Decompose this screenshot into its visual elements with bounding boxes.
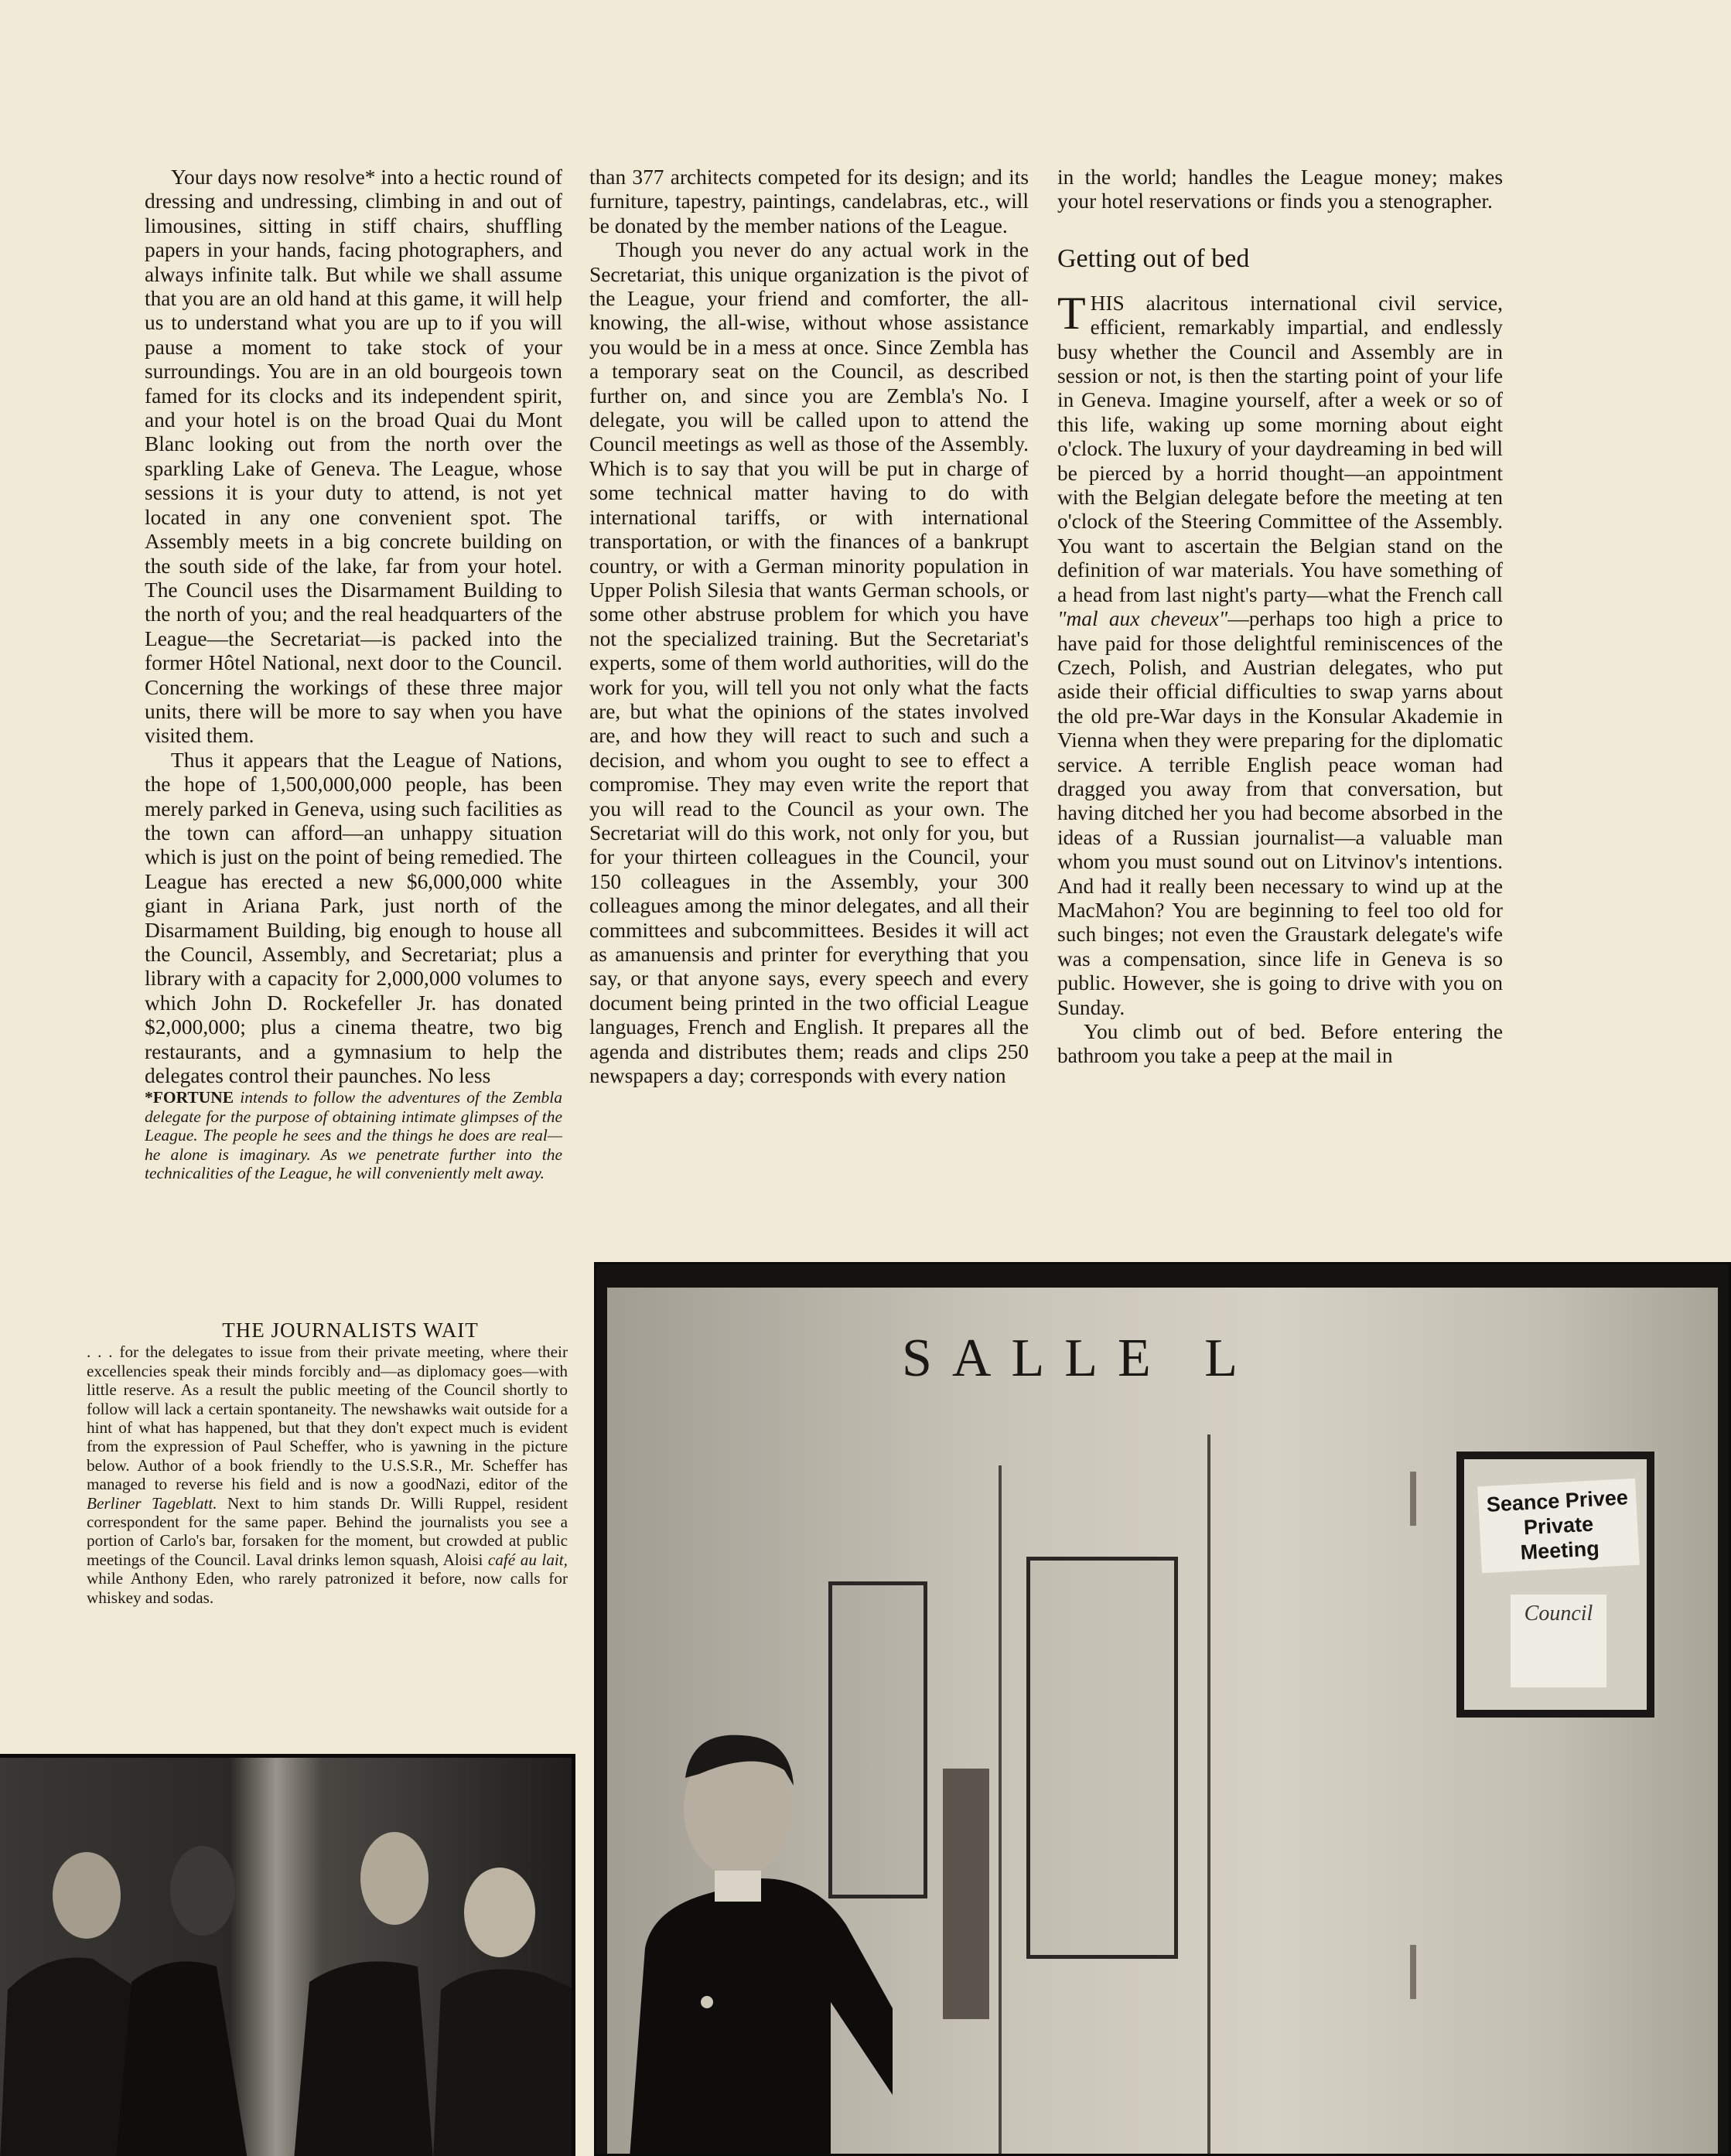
col1-paragraph-1: Your days now resolve* into a hectic round of dressing and undressing, climbing in and out of limousines, sitting in stiff chairs, shuffling papers in your hands, facing photographers, and always infinite talk. But while we shall assume that you are an old hand at this game, it will help us to understand what you are up to if you will pause a moment to take stock of your surroundings. You are in an old bourgeois town famed for its clocks and its independent spirit, and your hotel is on the broad Quai du Mont Blanc looking out from the north over the sparkling Lake of Geneva. The League, whose sessions it is your duty to attend, is not yet located in any one convenient spot. The Assembly meets in a big concrete building on the south side of the lake, far from your hotel. The Council uses the Disarmament Building to the north of you; and the real headquarters of the League—the Secretariat—is packed into the former Hôtel National, next door to the Council. Concerning the workings of these three major units, there will be more to say when you have visited them. bbox=[145, 165, 562, 748]
drop-cap: T bbox=[1057, 287, 1086, 339]
caption-text-part-3: while Anthony Eden, who rarely patronized it before, now calls for whiskey and sodas. bbox=[87, 1569, 568, 1607]
door-seam bbox=[999, 1465, 1002, 2156]
col3-paragraph-2-rest: —perhaps too high a price to have paid for those delightful reminiscences of the Czech, Polish, and Austrian delegates, who put aside their official difficulties to swap yarns about the old pre-War days in the Konsular Akademie in Vienna when they were preparing for the diplomatic service. A terrible English peace woman had dragged you away from that conversation, but having ditched her you had become absorbed in the ideas of a Russian journalist—a valuable man whom you must sound out on Litvinov's intentions. And had it really been necessary to wind up at the MacMahon? You are beginning to feel too old for such binges; not even the Graustark delegate's wife was a compensation, since life in Geneva is so public. However, she is going to drive with you on Sunday. bbox=[1057, 607, 1503, 1019]
col3-paragraph-2-text: HIS alacritous international civil service, efficient, remarkably impartial, and endlessly busy whether the Council and Assembly are in session or not, is then the starting point of your life in Geneva. Imagine yourself, after a week or so of this life, waking up some morning about eight o'clock. The luxury of your daydreaming in bed will be pierced by a horrid thought—an appointment with the Belgian delegate before the meeting at ten o'clock of the Steering Committee of the Assembly. You want to ascertain the Belgian stand on the definition of war materials. You have something of a head from last night's party—what the French call bbox=[1057, 291, 1503, 606]
col3-paragraph-3: You climb out of bed. Before entering the bathroom you take a peep at the mail in bbox=[1057, 1020, 1503, 1068]
door-seam bbox=[1207, 1434, 1210, 2156]
notice-line-2: Private Meeting bbox=[1519, 1512, 1600, 1564]
journalists-figures bbox=[0, 1758, 575, 2156]
salle-sign: SALLE L bbox=[902, 1329, 1258, 1388]
footnote-mark: *FORTUNE bbox=[145, 1088, 234, 1107]
footnote bbox=[145, 1088, 562, 1183]
article-column-2 bbox=[589, 165, 1029, 1088]
guard-figure bbox=[599, 1585, 893, 2156]
notice-line-1: Seance Privee bbox=[1486, 1486, 1629, 1516]
col3-italic-phrase: "mal aux cheveux" bbox=[1057, 607, 1228, 631]
footnote-text: intends to follow the adventures of the Zembla delegate for the purpose of obtaining intimate glimpses of the League. The people he sees and the things he does are real—he alone is imaginary. As we penetrate further into the technicalities of the League, he will conveniently melt away. bbox=[145, 1088, 562, 1183]
col2-paragraph-1: than 377 architects competed for its design; and its furniture, tapestry, paintings, candelabras, etc., will be donated by the member nations of the League. bbox=[589, 165, 1029, 237]
door-hinge bbox=[1410, 1472, 1416, 1526]
notice-card: Council bbox=[1511, 1595, 1606, 1687]
col3-paragraph-1: in the world; handles the League money; makes your hotel reservations or finds you a stenographer. bbox=[1057, 165, 1503, 213]
article-column-3 bbox=[1057, 165, 1503, 1069]
caption-text-part-1: . . . for the delegates to issue from their private meeting, where their excellencies speak their minds forcibly and—as diplomacy goes—with little reserve. As a result the public meeting of the Council shortly to follow will lack a certain spontaneity. The newshawks wait outside for a hint of what has happened, but that they don't expect much is evident from the expression of Paul Scheffer, who is yawning in the picture below. Author of a book friendly to the U.S.S.R., Mr. Scheffer has managed to reverse his field and is now a goodNazi, editor of the bbox=[87, 1342, 568, 1494]
caption-title: THE JOURNALISTS WAIT bbox=[222, 1319, 479, 1342]
caption-italic-2: café au lait, bbox=[487, 1550, 568, 1569]
door-push-plate bbox=[943, 1769, 989, 2019]
photo-caption bbox=[87, 1321, 568, 1607]
photo-salle-l bbox=[594, 1262, 1731, 2156]
notice-board bbox=[1456, 1452, 1654, 1718]
caption-text-part-2: Next to him stands Dr. Willi Ruppel, resident correspondent for the same paper. Behind the journalists you see a portion of Carlo's bar, forsaken for the moment, but crowded at public meetings of the Council. Laval drinks lemon squash, Aloisi bbox=[87, 1493, 568, 1569]
notice-text bbox=[1477, 1479, 1640, 1574]
caption-italic-1: Berliner Tageblatt. bbox=[87, 1493, 217, 1513]
door-hinge bbox=[1410, 1945, 1416, 1999]
col3-paragraph-2 bbox=[1057, 287, 1503, 1020]
section-heading: Getting out of bed bbox=[1057, 244, 1250, 273]
caption-text bbox=[87, 1342, 568, 1607]
col2-paragraph-2: Though you never do any actual work in the Secretariat, this unique organization is the pivot of the League, your friend and comforter, the all-knowing, the all-wise, without whose assistance you would be in a mess at once. Since Zembla has a temporary seat on the Council, as described further on, and since you are Zembla's No. I delegate, you will be called upon to attend the Council meetings as well as those of the Assembly. Which is to say that you will be put in charge of some technical matter having to do with international tariffs, or with international transportation, or with the finances of a bankrupt country, or with a German minority population in Upper Polish Silesia that wants German schools, or some other abstruse problem for which you have not the specialized training. But the Secretariat's experts, some of them world authorities, will do the work for you, will tell you not only what the facts are, but what the opinions of the states involved are, and how they will react to such and such a decision, and whom you ought to see to effect a compromise. They may even write the report that you will read to the Council as your own. The Secretariat will do this work, not only for you, but for your thirteen colleagues in the Council, your 150 colleagues in the Assembly, your 300 colleagues among the minor delegates, and all their committees and subcommittees. Besides it will act as amanuensis and printer for everything that you say, or that anyone says, every speech and every document being printed in the two official League languages, French and English. It prepares all the agenda and distributes them; reads and clips 250 newspapers a day; corresponds with every nation bbox=[589, 238, 1029, 1088]
door-panel bbox=[1026, 1557, 1178, 1959]
article-column-1 bbox=[145, 165, 562, 1183]
photo-journalists bbox=[0, 1754, 575, 2156]
col1-paragraph-2: Thus it appears that the League of Nations, the hope of 1,500,000,000 people, has been merely parked in Geneva, using such facilities as the town can afford—an unhappy situation which is just on the point of being remedied. The League has erected a new $6,000,000 white giant in Ariana Park, just north of the Disarmament Building, big enough to house all the Council, Assembly, and Secretariat; plus a library with a capacity for 2,000,000 volumes to which John D. Rockefeller Jr. has donated $2,000,000; plus a cinema theatre, two big restaurants, and a gymnasium to help the delegates control their paunches. No less bbox=[145, 748, 562, 1088]
